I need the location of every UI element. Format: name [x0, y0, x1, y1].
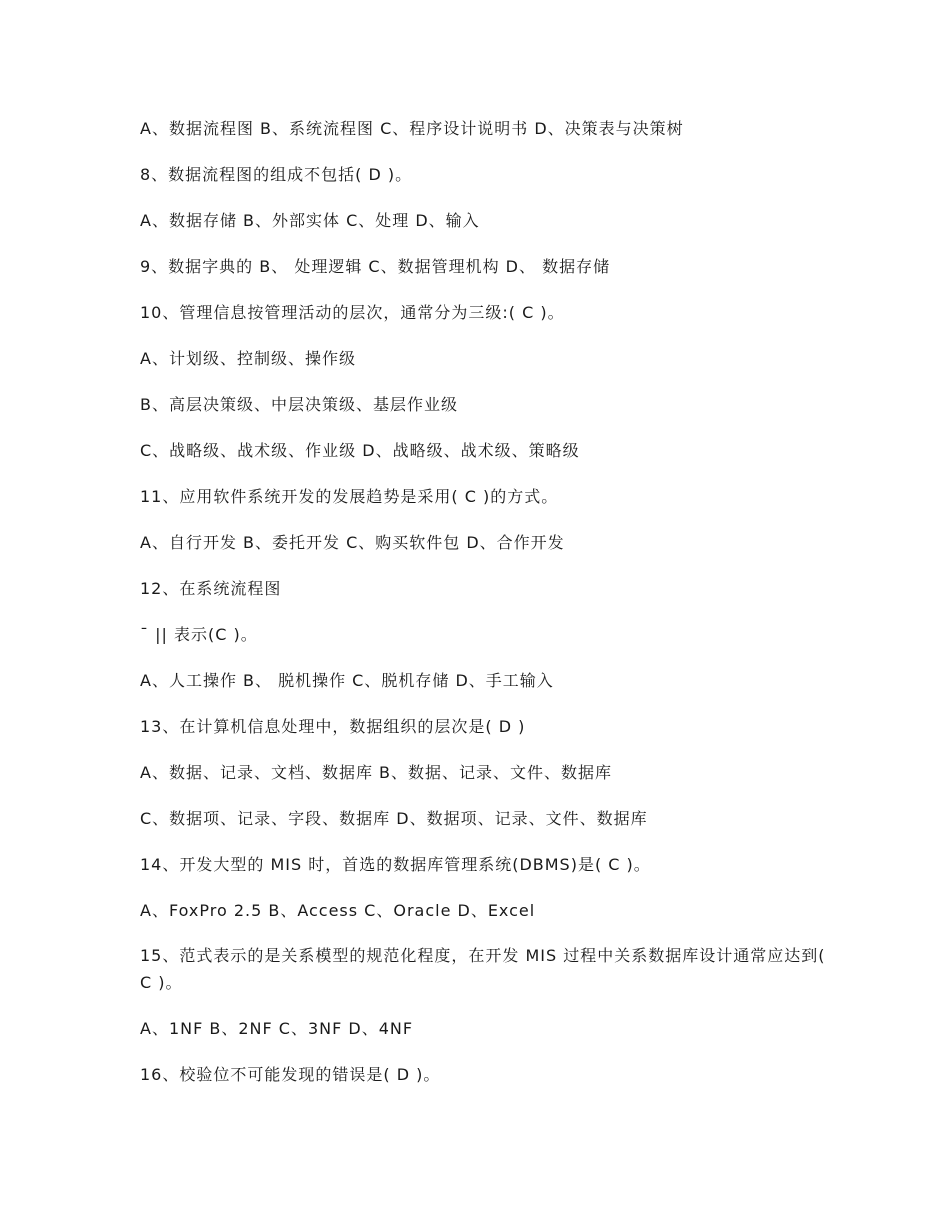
answer-options-line: A、数据流程图 B、系统流程图 C、程序设计说明书 D、决策表与决策树	[140, 119, 684, 138]
answer-options-line: A、自行开发 B、委托开发 C、购买软件包 D、合作开发	[140, 533, 565, 552]
question-15: 15、范式表示的是关系模型的规范化程度，在开发 MIS 过程中关系数据库设计通常应达到( C )。	[140, 946, 826, 992]
answer-option-a: A、计划级、控制级、操作级	[140, 349, 356, 368]
answer-options-line: C、数据项、记录、字段、数据库 D、数据项、记录、文件、数据库	[140, 809, 648, 828]
question-12: 12、在系统流程图	[140, 579, 282, 598]
answer-options-line: A、1NF B、2NF C、3NF D、4NF	[140, 1019, 414, 1038]
answer-option-b: B、高层决策级、中层决策级、基层作业级	[140, 395, 458, 414]
answer-options-line: A、FoxPro 2.5 B、Access C、Oracle D、Excel	[140, 901, 536, 920]
question-8: 8、数据流程图的组成不包括( D )。	[140, 165, 413, 184]
question-14: 14、开发大型的 MIS 时，首选的数据库管理系统(DBMS)是( C )。	[140, 855, 651, 874]
question-10: 10、管理信息按管理活动的层次，通常分为三级:( C )。	[140, 303, 565, 322]
answer-options-line: A、数据存储 B、外部实体 C、处理 D、输入	[140, 211, 480, 230]
answer-options-line: A、数据、记录、文档、数据库 B、数据、记录、文件、数据库	[140, 763, 613, 782]
question-13: 13、在计算机信息处理中，数据组织的层次是( D )	[140, 717, 526, 736]
answer-options-line: A、人工操作 B、 脱机操作 C、脱机存储 D、手工输入	[140, 671, 554, 690]
question-12-continued: ¯ || 表示(C )。	[140, 625, 258, 644]
question-11: 11、应用软件系统开发的发展趋势是采用( C )的方式。	[140, 487, 559, 506]
answer-options-line: C、战略级、战术级、作业级 D、战略级、战术级、策略级	[140, 441, 580, 460]
question-16: 16、校验位不可能发现的错误是( D )。	[140, 1065, 441, 1084]
question-9: 9、数据字典的 B、 处理逻辑 C、数据管理机构 D、 数据存储	[140, 257, 611, 276]
